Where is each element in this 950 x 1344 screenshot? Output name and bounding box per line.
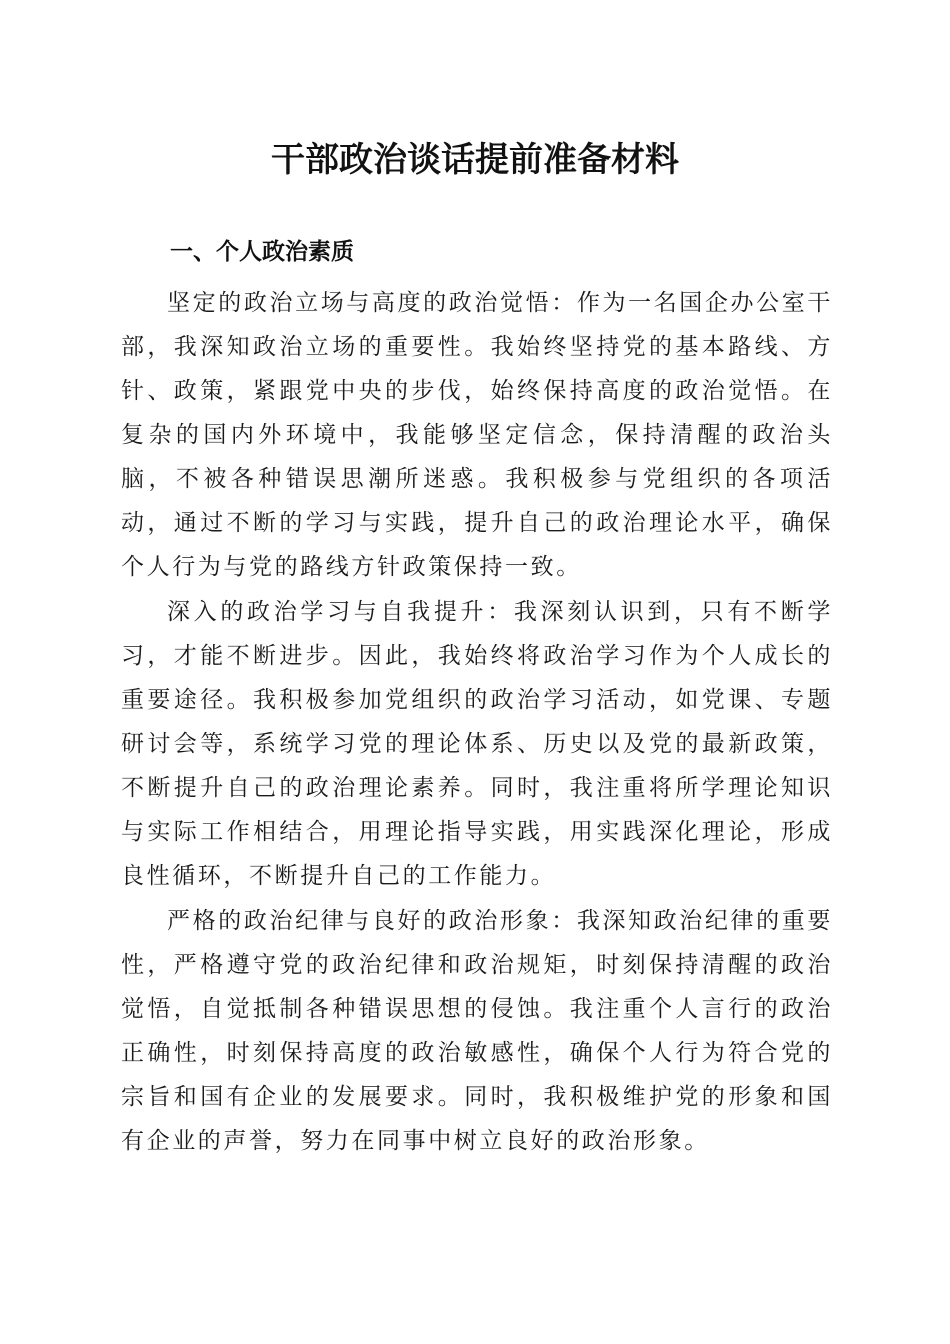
body-paragraph: 严格的政治纪律与良好的政治形象：我深知政治纪律的重要性，严格遵守党的政治纪律和政治规矩，时刻保持清醒的政治觉悟，自觉抵制各种错误思想的侵蚀。我注重个人言行的政治正确性，时刻保持高度的政治敏感性，确保个人行为符合党的宗旨和国有企业的发展要求。同时，我积极维护党的形象和国有企业的声誉，努力在同事中树立良好的政治形象。 [121, 908, 833, 1154]
document-title: 干部政治谈话提前准备材料 [271, 140, 679, 180]
body-paragraph: 坚定的政治立场与高度的政治觉悟：作为一名国企办公室干部，我深知政治立场的重要性。我始终坚持党的基本路线、方针、政策，紧跟党中央的步伐，始终保持高度的政治觉悟。在复杂的国内外环境中，我能够坚定信念，保持清醒的政治头脑，不被各种错误思潮所迷惑。我积极参与党组织的各项活动，通过不断的学习与实践，提升自己的政治理论水平，确保个人行为与党的路线方针政策保持一致。 [121, 290, 833, 580]
body-paragraph: 深入的政治学习与自我提升：我深刻认识到，只有不断学习，才能不断进步。因此，我始终将政治学习作为个人成长的重要途径。我积极参加党组织的政治学习活动，如党课、专题研讨会等，系统学习党的理论体系、历史以及党的最新政策，不断提升自己的政治理论素养。同时，我注重将所学理论知识与实际工作相结合，用理论指导实践，用实践深化理论，形成良性循环，不断提升自己的工作能力。 [121, 599, 833, 889]
section-heading: 一、个人政治素质 [170, 239, 354, 265]
